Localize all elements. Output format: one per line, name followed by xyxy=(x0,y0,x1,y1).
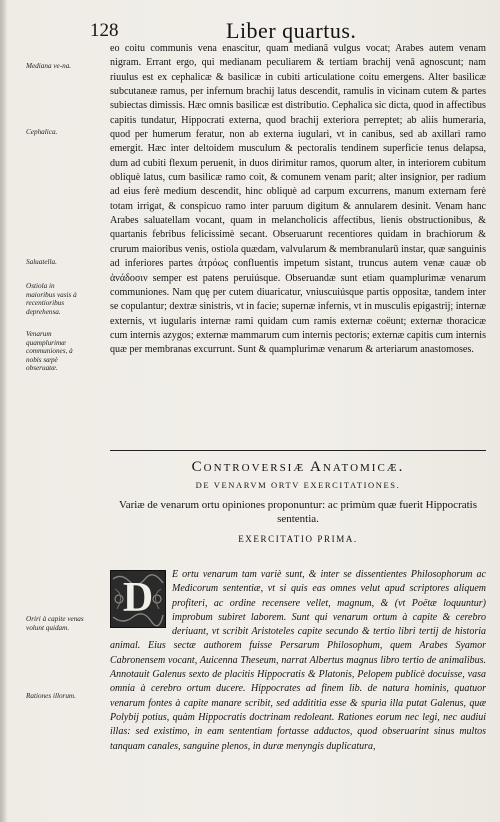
margin-note-ostiola: Ostiola in maioribus vasis à recentioribus deprehensa. xyxy=(26,282,77,316)
section-rule xyxy=(110,450,486,451)
controversy-section xyxy=(110,450,486,544)
decorated-initial xyxy=(110,570,166,628)
exercise-paragraph: E ortu venarum tam variè sunt, & inter se dissentientes Philosophorum ac Medicorum sententiæ, vt si quis eas omnes velut apud scriptores aliquem profiteri, ac ordine recensere vellet, magnum, & (vt Poëtæ loquuntur) improbum subiret laborem. Sunt qui venarum ortum à capite & cerebro deriuant, vt scribit Aristoteles capite secundo & tertio libri tertij de historia animal. Eius sectæ authorem fuisse Persarum Philosophum, quem Arabes Syamor Cabronensem vocant, Auicenna Theseum, narrat Albertus magnus libro tertio de animalibus. Annotauit Galenus sexto de placitis Hippocratis & Platonis, Pelopem publicè docuisse, vasa omnia à cerebro ortum ducere. Hippocrates ad finem lib. de natura hominis, quatuor venarum fontes à capite manare scribit, sed addititia esse & spuria illa putat Galenus, quæ Polybij potius, quàm Hippocratis doctrinam redoleant. Rationes eorum nec legi, nec audiui illas: sed existimo, in eam sententiam fortasse adductos, quod obseruarint sinus multos tanquam canales, sanguine plenos, in duræ menyngis duplicatura, xyxy=(110,569,486,752)
body-text xyxy=(110,42,486,358)
margin-note-saluatella: Saluatella. xyxy=(26,258,57,266)
margin-note-cephalica: Cephalica. xyxy=(26,128,58,136)
margin-note-rationes: Rationes illorum. xyxy=(26,692,76,700)
initial-letter: D xyxy=(122,575,154,621)
margin-note-mediana: Mediana ve-na. xyxy=(26,62,72,70)
running-title: Liber quartus. xyxy=(226,18,357,43)
body-paragraph: eo coitu communis vena enascitur, quam medianā vulgus vocat; Arabes autem venam nigram. Errant ergo, qui medianam peculiarem & tertiam brachij venā agnoscunt; nam riuulus est ex cephalicæ & basilicæ in cubiti articulatione coitu emergens. Alter basilicæ subcutaneæ ramus, per infernum brachij latus descendit, ramulis in vicinam cutem & partes subiectas dimissis. Hæc omnis basilicæ est distributio. Cephalica sic dicta, quod in affectibus capitis tundatur, Hippocrati externa, quod brachij exteriora perreptet; ab aliis humeraria, quod per humerum feratur, non ab externa iugulari, vt in canibus, sed ab axillari ramo emergit. Hæc inter deltoidem musculum & pectoralis tendinem superficie tenus delapsa, dum ad cubiti flexum peruenit, in duos dirimitur ramos, quorum alter, in interiorem cubitum obliquè latus, cum basilicæ ramo coit, & comunem venam parit; alter insignior, per radium ad eius ferè medium descendit, hinc obliquè ad carpum excurrens, manum externam ferè totam irrigat, & conspicuo ramo inter paruum digitum & annularem desinit. Venam hanc Arabes saluatellam vocant, quam in melancholicis affectibus, lienis obstructionibus, & quartanis febribus felicissimè secant. Obseruarunt recentiores quidam in brachiorum & crurum maioribus venis, ostiola quædam, valvularum & membranularū instar, quæ sanguinis ad inferiores partes ἀτρόως confluentis impetum sistant, truncus autem venæ cauæ ob ἀνάδοσιν semper est patens peruiúsque. Obseruandæ sunt etiam quamplurimæ venarum communiones. Nam quę per cutem diuaricatur, vniuscuiúsque partis oppositæ, tandem inter se copulantur; dextræ sinistris, vt in facie; supernæ infernis, vt in musculis epigastrij; internæ externis, vt iugularis internæ rami quidam cum ramis externæ coëunt; externæ thoracicæ cum internis azygos; externæ mammarum cum internis pectoris; externæ capitis cum internis quæ per membranas excurrunt. Sunt & quamplurimæ venarum & arteriarum anastomoses. xyxy=(110,43,486,356)
exercise-heading: EXERCITATIO PRIMA. xyxy=(238,534,358,545)
section-subtitle: DE VENARVM ORTV EXERCITATIONES. xyxy=(195,480,401,491)
spine-shadow xyxy=(0,0,8,822)
section-lead-in: Variæ de venarum ortu opiniones proponuntur: ac primùm quæ fuerit Hippocratis sententia. xyxy=(118,499,478,526)
exercise-text xyxy=(110,568,486,754)
page-number: 128 xyxy=(90,20,119,41)
section-title: Controversiæ Anatomicæ. xyxy=(191,459,405,476)
margin-note-communiones: Venarum quamplurimæ communiones, à nobis sæpè obseruatæ. xyxy=(26,330,73,373)
page-header xyxy=(78,18,478,44)
margin-note-oriri: Oriri à capite venas volunt quidam. xyxy=(26,615,84,632)
